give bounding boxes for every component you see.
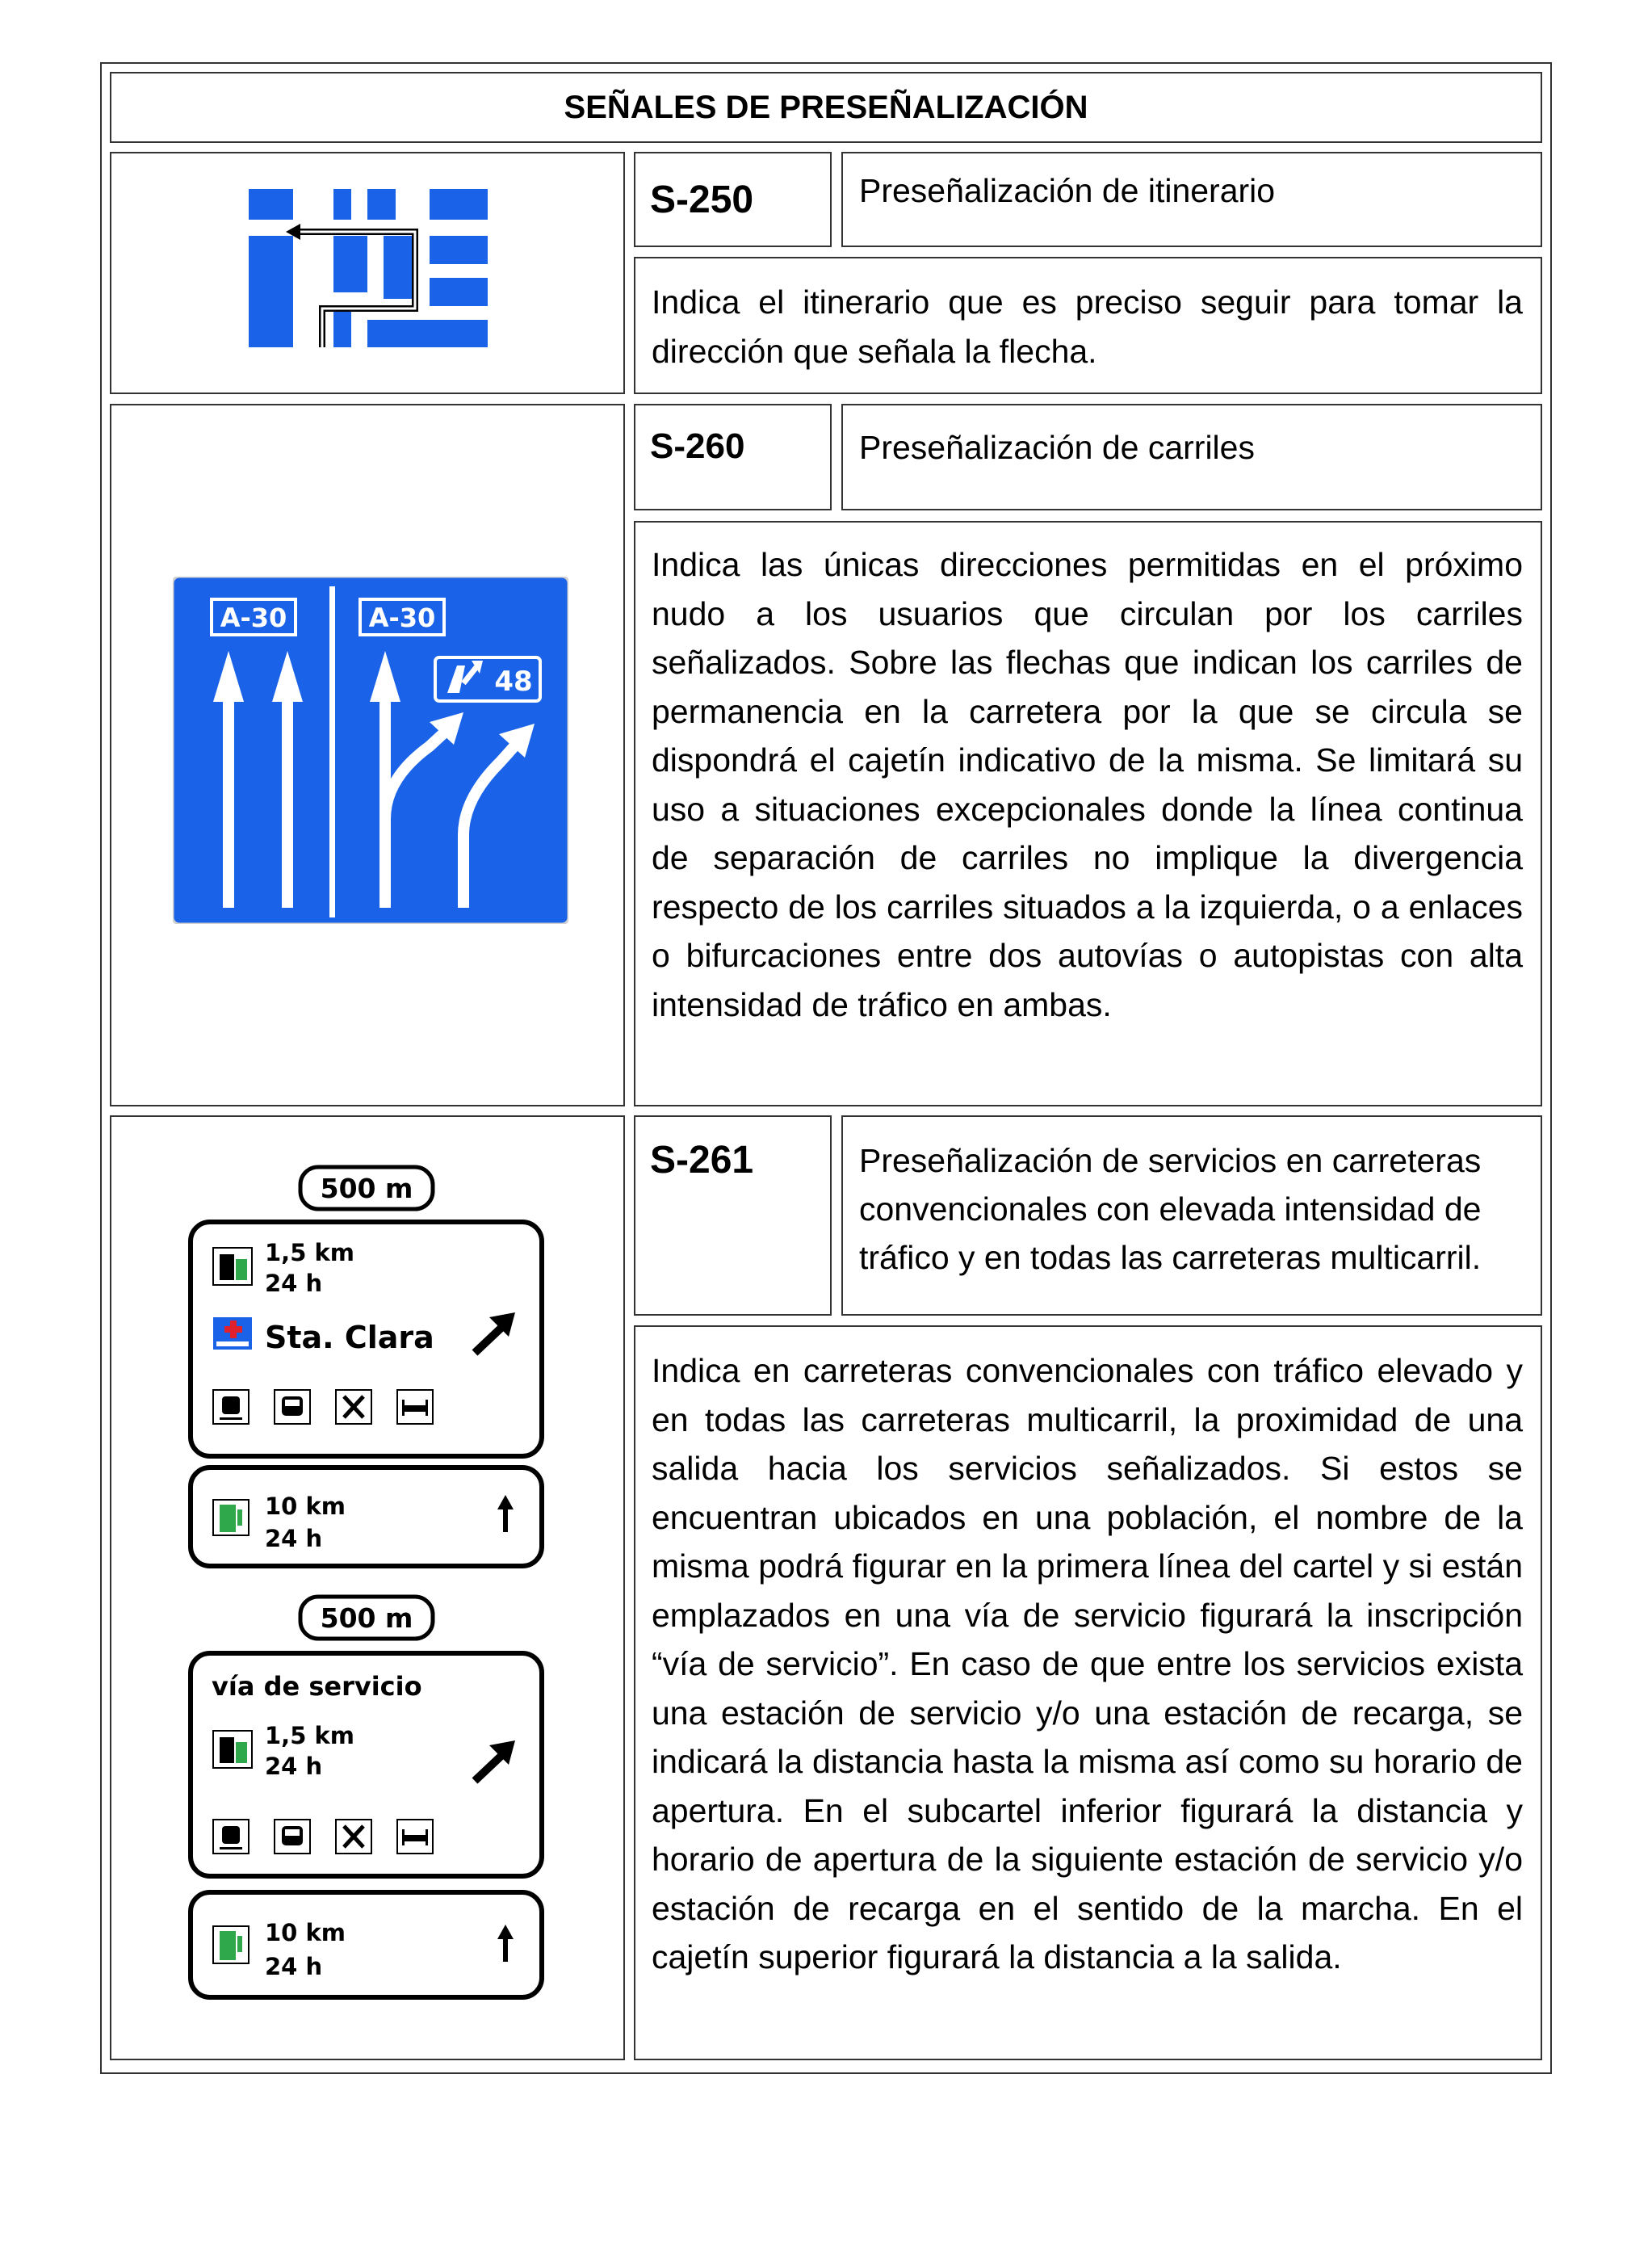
s261b-station-hours: 24 h bbox=[265, 1753, 323, 1780]
s261a-sub-hours: 24 h bbox=[265, 1525, 323, 1552]
s261a-station-hours: 24 h bbox=[265, 1270, 323, 1297]
bus-icon bbox=[275, 1390, 310, 1424]
s261a-distance-box: 500 m bbox=[320, 1173, 413, 1204]
bus-icon bbox=[275, 1820, 310, 1854]
train-icon bbox=[213, 1820, 249, 1854]
s261b-sub-hours: 24 h bbox=[265, 1953, 323, 1980]
hotel-icon bbox=[397, 1390, 433, 1424]
sign-name-s261: Preseñalización de servicios en carreteras convencionales con elevada intensidad de tráfico y en todas las carreteras multicarril. bbox=[841, 1115, 1542, 1316]
sign-code-s250: S-250 bbox=[634, 152, 832, 247]
s260-road-label-left: A-30 bbox=[220, 602, 287, 633]
s261b-service-road: vía de servicio bbox=[212, 1671, 422, 1702]
s250-sign-image bbox=[247, 187, 489, 349]
sign-description-s250: Indica el itinerario que es preciso seguir para tomar la dirección que señala la flecha. bbox=[634, 257, 1542, 394]
fuel-station-icon bbox=[213, 1731, 252, 1768]
sign-image-cell-s260 bbox=[110, 404, 625, 1106]
s261a-sub-distance: 10 km bbox=[265, 1493, 346, 1520]
restaurant-icon bbox=[336, 1390, 371, 1424]
s261a-station-distance: 1,5 km bbox=[265, 1239, 354, 1266]
fuel-station-icon bbox=[213, 1248, 252, 1285]
s261a-town: Sta. Clara bbox=[265, 1320, 434, 1355]
sign-name-s250: Preseñalización de itinerario bbox=[841, 152, 1542, 247]
s261b-distance-box: 500 m bbox=[320, 1602, 413, 1634]
page-title: SEÑALES DE PRESEÑALIZACIÓN bbox=[564, 89, 1088, 125]
restaurant-icon bbox=[336, 1820, 371, 1854]
s260-sign-image bbox=[173, 577, 568, 924]
hospital-icon bbox=[213, 1317, 252, 1350]
ev-charger-icon bbox=[213, 1500, 249, 1535]
sign-image-cell-s250 bbox=[110, 152, 625, 394]
sign-description-s260: Indica las únicas direcciones permitidas en el próximo nudo a los usuarios que circulan por los carriles señalizados. Sobre las flechas que indican los carriles de permanencia en la carretera por la que se circula se dispondrá el cajetín indicativo de la misma. Se limitará su uso a situaciones excepcionales donde la línea continua de separación de carriles no implique la divergencia respecto de los carriles situados a la izquierda, o a enlaces o bifurcaciones entre dos autovías o autopistas con alta intensidad de tráfico en ambas. bbox=[634, 521, 1542, 1106]
sign-description-s261: Indica en carreteras convencionales con tráfico elevado y en todas las carreteras multicarril, la proximidad de una salida hacia los servicios señalizados. Si estos se encuentran ubicados en una población, el nombre de la misma podrá figurar en la primera línea del cartel y si están emplazados en una vía de servicio figurará la inscripción “vía de servicio”. En caso de que entre los servicios exista una estación de servicio y/o una estación de recarga, se indicará la distancia hasta la misma así como su horario de apertura. En el subcartel inferior figurará la distancia y horario de apertura de la siguiente estación de servicio y/o estación de recarga en el sentido de la marcha. En el cajetín superior figurará la distancia a la salida. bbox=[634, 1325, 1542, 2060]
s260-exit-number: 48 bbox=[494, 665, 533, 698]
table-title-cell bbox=[110, 72, 1542, 143]
sign-image-cell-s261 bbox=[110, 1115, 625, 2060]
train-icon bbox=[213, 1390, 249, 1424]
ev-charger-icon bbox=[213, 1926, 249, 1963]
sign-name-s260: Preseñalización de carriles bbox=[841, 404, 1542, 510]
s260-road-label-right: A-30 bbox=[368, 602, 436, 633]
s261-sign-image bbox=[184, 1157, 547, 2013]
hotel-icon bbox=[397, 1820, 433, 1854]
sign-code-s260: S-260 bbox=[634, 404, 832, 510]
s261b-sub-distance: 10 km bbox=[265, 1919, 346, 1946]
s261b-station-distance: 1,5 km bbox=[265, 1722, 354, 1749]
sign-code-s261: S-261 bbox=[634, 1115, 832, 1316]
